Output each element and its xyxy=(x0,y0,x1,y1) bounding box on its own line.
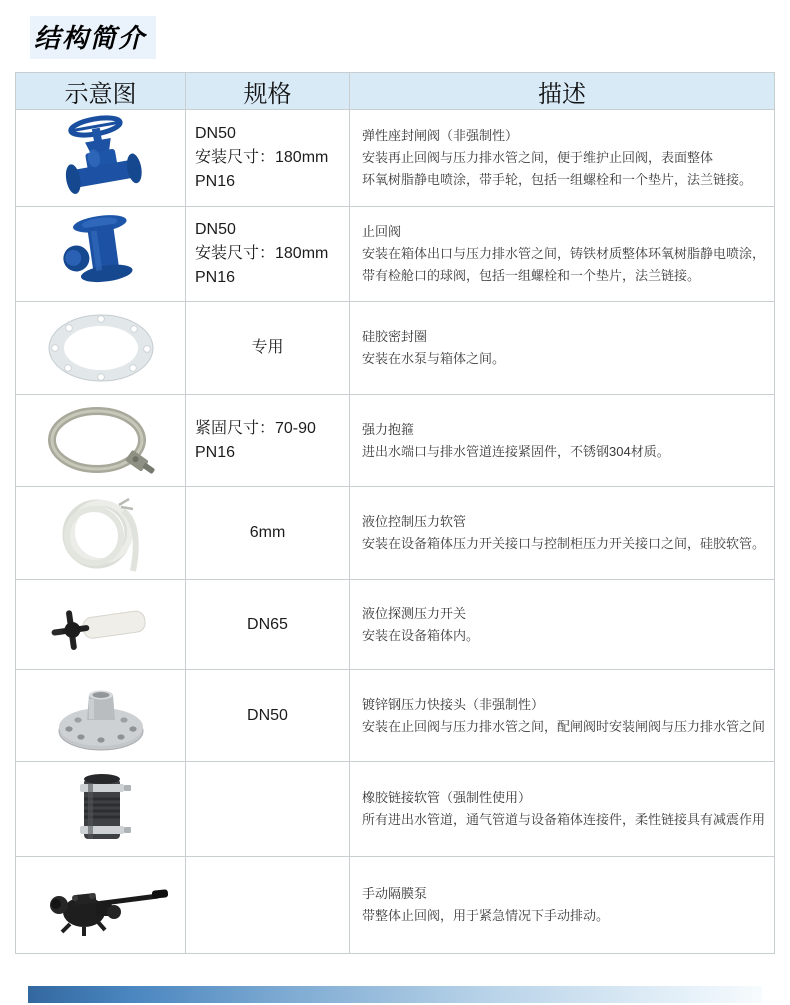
spec-cell: 专用 xyxy=(185,302,349,394)
hose-clamp-photo xyxy=(16,395,185,486)
header-spec: 规格 xyxy=(185,73,349,109)
spec-cell: 紧固尺寸：70-90 PN16 xyxy=(185,395,349,486)
table-row xyxy=(16,856,774,953)
table-row xyxy=(16,579,774,669)
table-header-row xyxy=(16,73,774,109)
desc-cell: 液位探测压力开关 安装在设备箱体内。 xyxy=(349,580,774,669)
table-row xyxy=(16,486,774,579)
table-row xyxy=(16,109,774,206)
spec-cell: 6mm xyxy=(185,487,349,579)
silicone-gasket-photo xyxy=(16,302,185,394)
desc-cell: 硅胶密封圈 安装在水泵与箱体之间。 xyxy=(349,302,774,394)
quick-coupling-photo xyxy=(16,670,185,761)
table-row xyxy=(16,394,774,486)
diaphragm-pump-photo xyxy=(16,857,185,953)
spec-cell xyxy=(185,762,349,856)
desc-cell: 手动隔膜泵 带整体止回阀，用于紧急情况下手动排动。 xyxy=(349,857,774,953)
gate-valve-photo xyxy=(16,110,185,206)
silicone-tube-photo xyxy=(16,487,185,579)
table-row xyxy=(16,669,774,761)
desc-cell: 橡胶链接软管（强制性使用） 所有进出水管道，通气管道与设备箱体连接件，柔性链接具有减震作用 xyxy=(349,762,774,856)
header-desc: 描述 xyxy=(349,73,774,109)
table-row xyxy=(16,206,774,301)
desc-cell: 液位控制压力软管 安装在设备箱体压力开关接口与控制柜压力开关接口之间，硅胶软管。 xyxy=(349,487,774,579)
spec-cell: DN50 xyxy=(185,670,349,761)
desc-cell: 镀锌钢压力快接头（非强制性） 安装在止回阀与压力排水管之间，配闸阀时安装闸阀与压力排水管之间 xyxy=(349,670,774,761)
pressure-switch-photo xyxy=(16,580,185,669)
check-valve-photo xyxy=(16,207,185,301)
desc-cell: 止回阀 安装在箱体出口与压力排水管之间，铸铁材质整体环氧树脂静电喷涂， 带有检舱口的球阀，包括一组螺栓和一个垫片，法兰链接。 xyxy=(349,207,774,301)
desc-cell: 弹性座封闸阀（非强制性） 安装再止回阀与压力排水管之间，便于维护止回阀，表面整体 环氧树脂静电喷涂，带手轮，包括一组螺栓和一个垫片，法兰链接。 xyxy=(349,110,774,206)
footer-gradient-bar xyxy=(28,986,762,1003)
table-row xyxy=(16,761,774,856)
spec-cell: DN65 xyxy=(185,580,349,669)
rubber-hose-photo xyxy=(16,762,185,856)
table-row xyxy=(16,301,774,394)
spec-cell: DN50 安装尺寸：180mm PN16 xyxy=(185,207,349,301)
page-title: 结构简介 xyxy=(30,16,156,59)
header-schematic: 示意图 xyxy=(64,80,137,108)
spec-cell: DN50 安装尺寸：180mm PN16 xyxy=(185,110,349,206)
spec-cell xyxy=(185,857,349,953)
desc-cell: 强力抱箍 进出水端口与排水管道连接紧固件，不锈钢304材质。 xyxy=(349,395,774,486)
spec-table xyxy=(15,72,775,954)
